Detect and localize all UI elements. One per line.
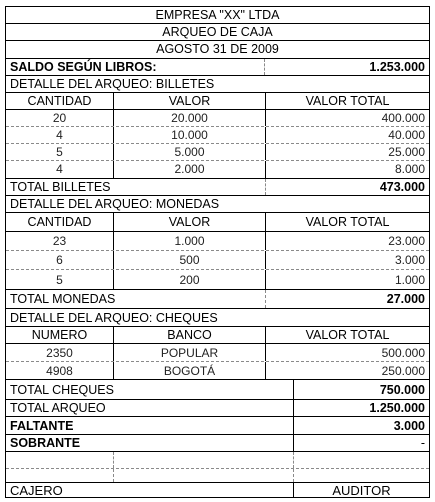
moneda-valor: 200 <box>114 270 266 289</box>
monedas-total-value: 27.000 <box>386 292 425 306</box>
report-date: AGOSTO 31 DE 2009 <box>156 42 279 56</box>
cheque-numero: 2350 <box>6 344 114 361</box>
billete-valor: 2.000 <box>114 161 266 178</box>
billetes-total-label: TOTAL BILLETES <box>6 179 266 195</box>
signature-row <box>6 482 429 498</box>
sobrante-value: - <box>420 436 425 450</box>
billete-valor: 10.000 <box>114 127 266 143</box>
moneda-total: 3.000 <box>394 253 425 267</box>
billete-cantidad: 5 <box>6 144 114 160</box>
table-row <box>6 144 429 161</box>
total-arqueo-row <box>6 400 429 417</box>
auditor-signature-label: AUDITOR <box>332 483 391 498</box>
billetes-col-total: VALOR TOTAL <box>305 94 390 108</box>
cheques-total-value: 750.000 <box>379 383 425 397</box>
blank-cell <box>6 469 114 482</box>
monedas-section-row <box>6 196 429 213</box>
monedas-section-label: DETALLE DEL ARQUEO: MONEDAS <box>10 197 220 211</box>
monedas-total-label: TOTAL MONEDAS <box>6 290 266 308</box>
billetes-section-row <box>6 76 429 93</box>
billete-valor: 5.000 <box>114 144 266 160</box>
header-title-row <box>6 24 429 41</box>
header-date-row <box>6 41 429 59</box>
table-row <box>6 362 429 380</box>
table-row <box>6 161 429 179</box>
arqueo-sheet <box>5 6 430 498</box>
total-arqueo-label: TOTAL ARQUEO <box>6 400 294 416</box>
sobrante-label: SOBRANTE <box>6 435 294 451</box>
total-arqueo-value: 1.250.000 <box>369 401 425 415</box>
cheques-total-row <box>6 380 429 400</box>
cheques-section-row <box>6 309 429 327</box>
billete-cantidad: 4 <box>6 161 114 178</box>
billetes-section-label: DETALLE DEL ARQUEO: BILLETES <box>10 77 215 91</box>
cheque-banco: BOGOTÁ <box>114 362 266 379</box>
monedas-header-row <box>6 213 429 232</box>
billetes-total-value: 473.000 <box>379 180 425 194</box>
table-row <box>6 232 429 251</box>
table-row <box>6 110 429 127</box>
cheques-col-numero: NUMERO <box>6 327 114 343</box>
billete-cantidad: 20 <box>6 110 114 126</box>
cheques-total-label: TOTAL CHEQUES <box>6 380 294 399</box>
saldo-row <box>6 59 429 76</box>
monedas-col-cantidad: CANTIDAD <box>6 213 114 231</box>
table-row <box>6 127 429 144</box>
company-name: EMPRESA "XX" LTDA <box>155 8 280 22</box>
moneda-valor: 500 <box>114 251 266 269</box>
blank-cell <box>114 469 294 482</box>
moneda-total: 23.000 <box>388 234 425 248</box>
moneda-cantidad: 5 <box>6 270 114 289</box>
faltante-value: 3.000 <box>393 419 425 433</box>
cheque-total: 250.000 <box>381 364 425 378</box>
moneda-cantidad: 23 <box>6 232 114 250</box>
cheque-numero: 4908 <box>6 362 114 379</box>
blank-cell <box>294 452 429 468</box>
billetes-header-row <box>6 93 429 110</box>
cheques-section-label: DETALLE DEL ARQUEO: CHEQUES <box>10 311 218 325</box>
cajero-signature-label: CAJERO <box>6 483 294 498</box>
monedas-col-total: VALOR TOTAL <box>305 215 390 229</box>
billete-total: 400.000 <box>381 111 425 125</box>
blank-cell <box>6 452 114 468</box>
report-title: ARQUEO DE CAJA <box>162 25 273 39</box>
monedas-col-valor: VALOR <box>114 213 266 231</box>
blank-row <box>6 452 429 469</box>
faltante-row <box>6 417 429 435</box>
saldo-label: SALDO SEGÚN LIBROS: <box>6 59 265 75</box>
cheque-total: 500.000 <box>381 346 425 360</box>
billetes-col-valor: VALOR <box>114 93 266 109</box>
table-row <box>6 270 429 290</box>
table-row <box>6 251 429 270</box>
billete-valor: 20.000 <box>114 110 266 126</box>
billete-cantidad: 4 <box>6 127 114 143</box>
saldo-value: 1.253.000 <box>369 60 425 74</box>
billete-total: 25.000 <box>388 145 425 159</box>
billetes-col-cantidad: CANTIDAD <box>6 93 114 109</box>
cheques-col-total: VALOR TOTAL <box>305 328 390 342</box>
billete-total: 40.000 <box>388 128 425 142</box>
monedas-total-row <box>6 290 429 309</box>
table-row <box>6 344 429 362</box>
cheques-col-banco: BANCO <box>114 327 266 343</box>
blank-row <box>6 469 429 482</box>
moneda-valor: 1.000 <box>114 232 266 250</box>
header-company-row <box>6 7 429 24</box>
cheques-header-row <box>6 327 429 344</box>
moneda-total: 1.000 <box>394 273 425 287</box>
billetes-total-row <box>6 179 429 196</box>
sobrante-row <box>6 435 429 452</box>
moneda-cantidad: 6 <box>6 251 114 269</box>
cheque-banco: POPULAR <box>114 344 266 361</box>
blank-cell <box>114 452 294 468</box>
faltante-label: FALTANTE <box>6 417 294 434</box>
billete-total: 8.000 <box>394 162 425 176</box>
